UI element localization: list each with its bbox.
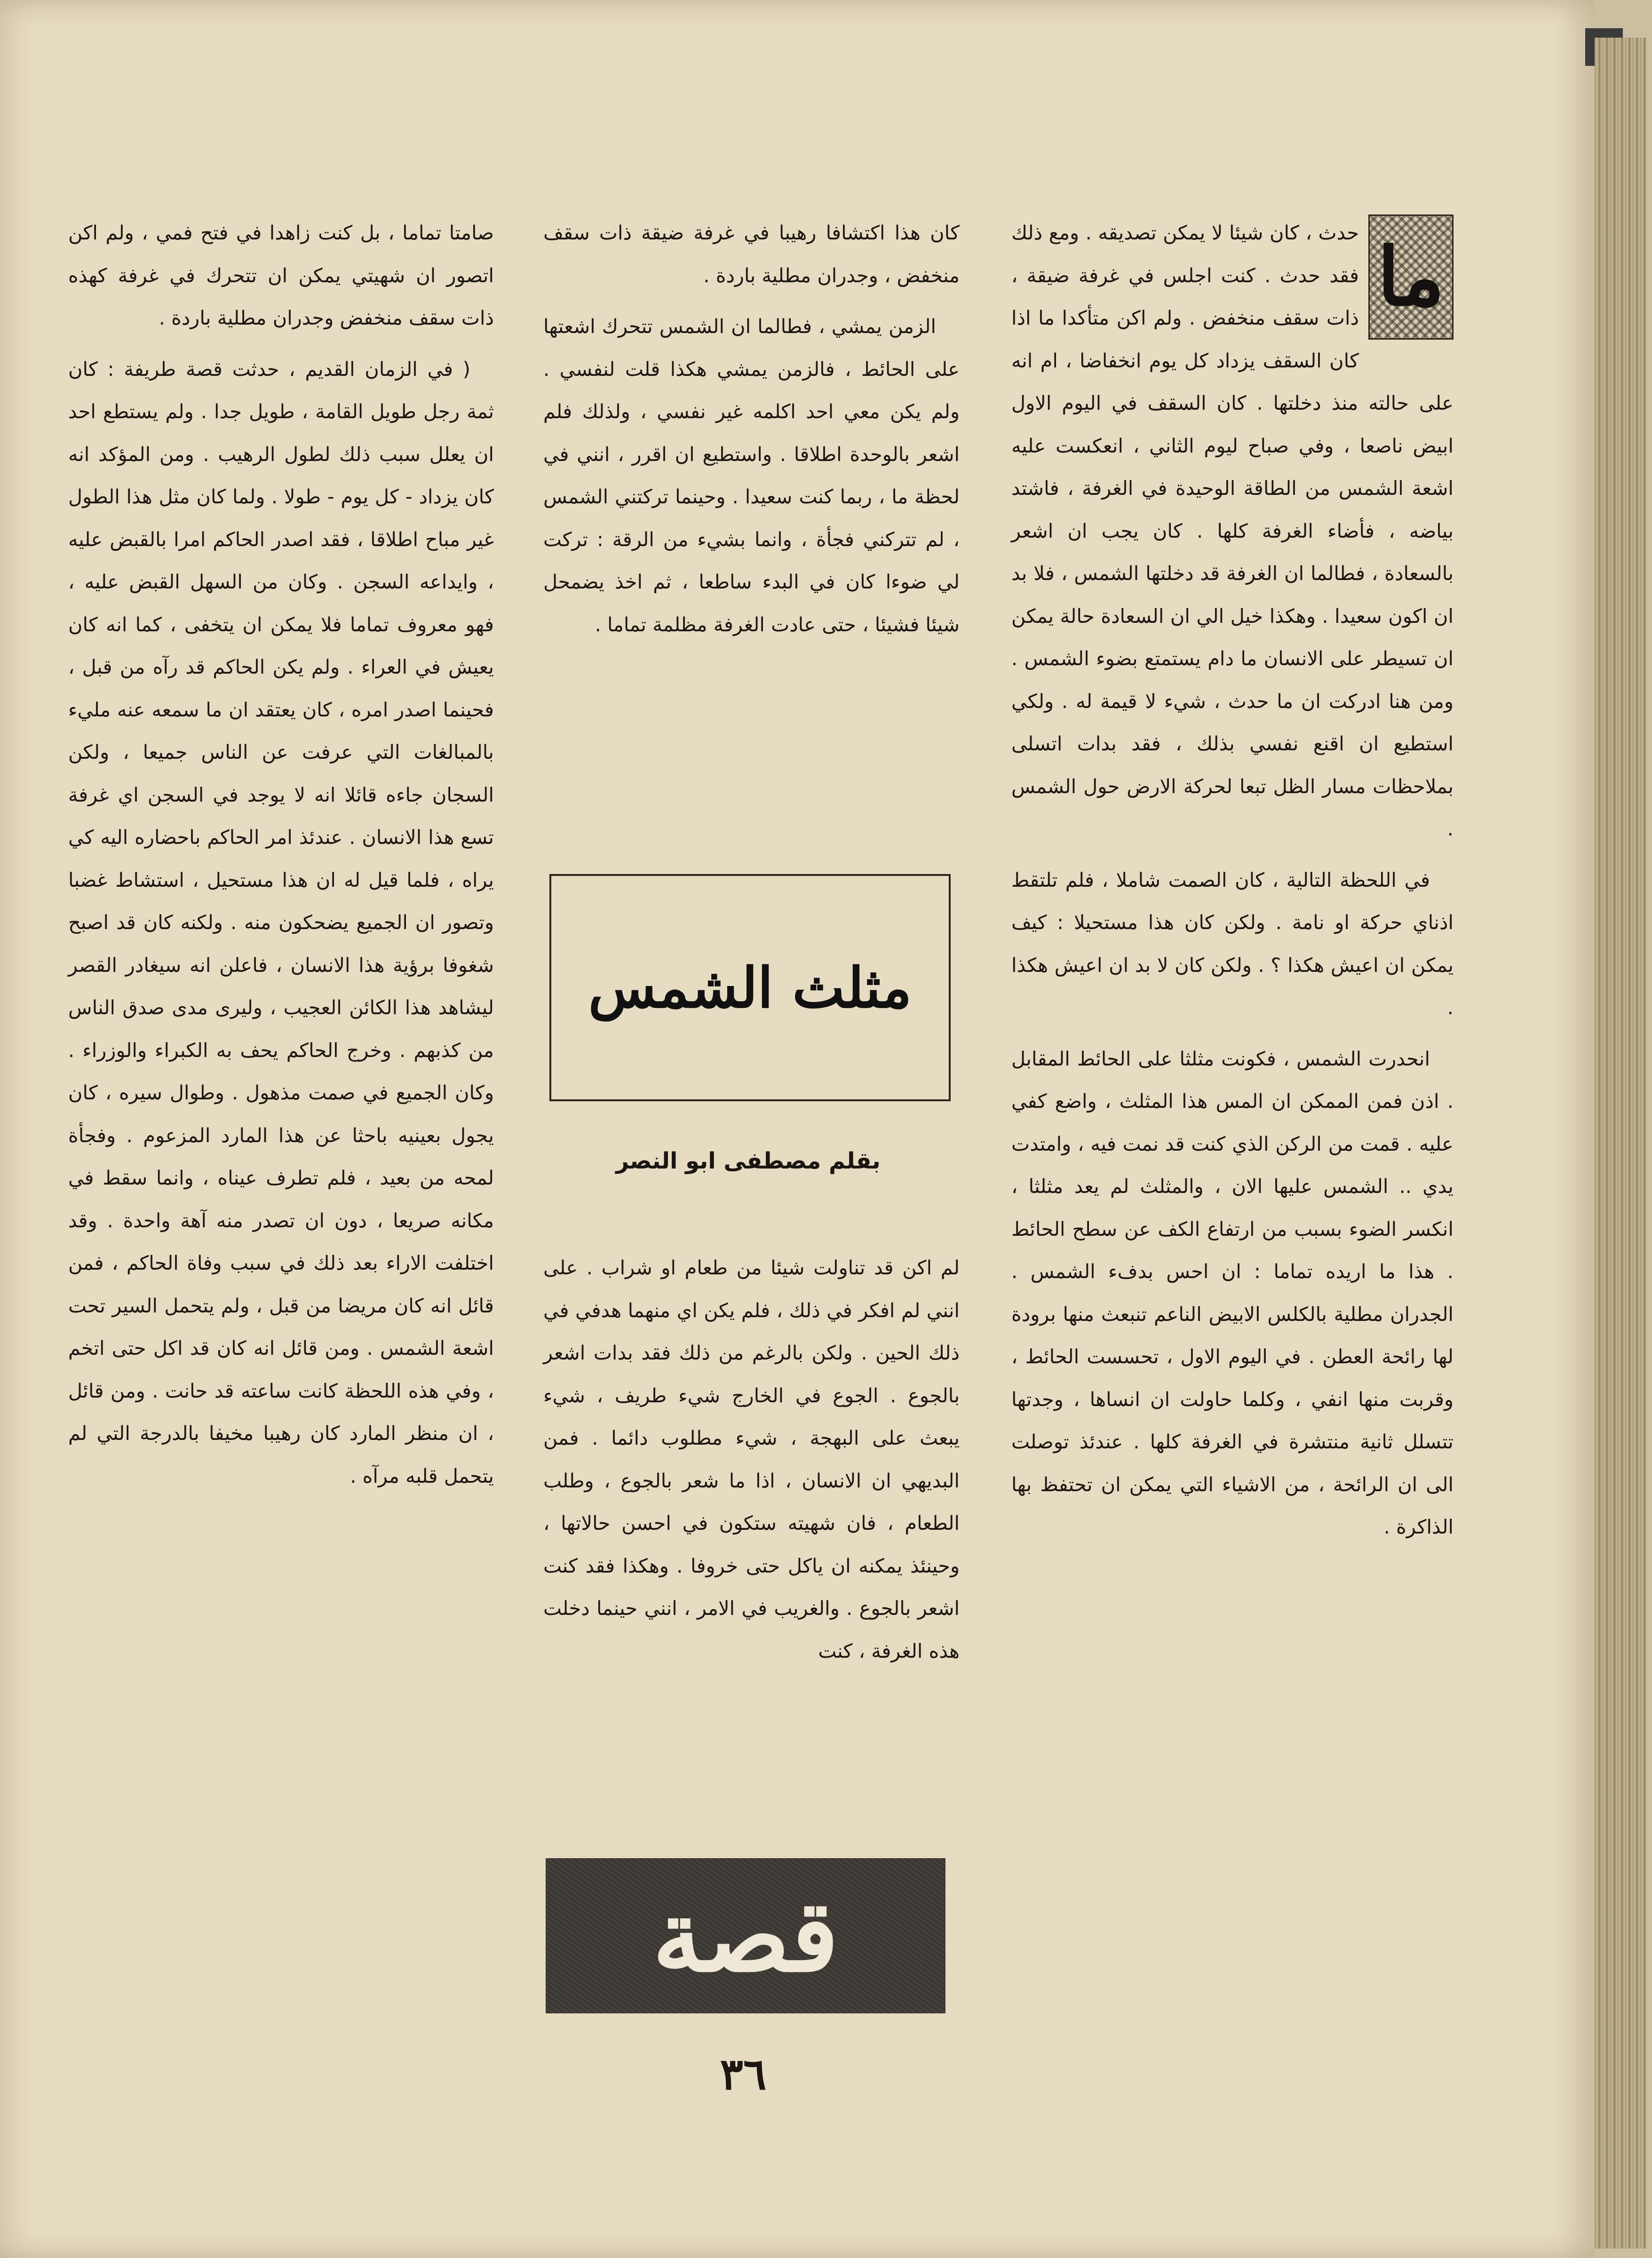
page-stack-edge (1595, 38, 1646, 2249)
paragraph: كان هذا اكتشافا رهيبا في غرفة ضيقة ذات سقف منخفض ، وجدران مطلية باردة . (543, 221, 960, 287)
article-column-left (68, 212, 494, 1506)
page-number: ٣٦ (720, 2049, 767, 2099)
article-title-box (549, 874, 951, 1101)
paragraph: الزمن يمشي ، فطالما ان الشمس تتحرك اشعتها على الحائط ، فالزمن يمشي هكذا قلت لنفسي . ولم يكن معي احد اكلمه غير نفسي ، ولذلك فلم اشعر بالوحدة اطلاقا . واستطيع ان اقرر ، انني في لحظة ما ، ربما كنت سعيدا . وحينما تركتني الشمس ، لم تتركني فجأة ، وانما بشيء من الرقة : تركت لي ضوءا كان في البدء ساطعا ، ثم اخذ يضمحل شيئا فشيئا ، حتى عادت الغرفة مظلمة تماما . (543, 315, 960, 636)
story-section-logo (546, 1858, 945, 2013)
paragraph: ( في الزمان القديم ، حدثت قصة طريفة : كان ثمة رجل طويل القامة ، طويل جدا . ولم يستطع احد ان يعلل سبب ذلك لطول الرهيب . ومن المؤكد انه كان يزداد - كل يوم - طولا . ولما كان مثل هذا الطول غير مباح اطلاقا ، فقد اصدر الحاكم امرا بالقبض عليه ، وايداعه السجن . وكان من السهل القبض عليه ، فهو معروف تماما فلا يمكن ان يتخفى ، كما انه كان يعيش في العراء . ولم يكن الحاكم قد رآه من قبل ، فحينما اصدر امره ، كان يعتقد ان ما سمعه عنه مليء بالمبالغات التي عرفت عن الناس جميعا ، ولكن السجان جاءه قائلا انه لا يوجد في السجن اي غرفة تسع هذا الانسان . عندئذ امر الحاكم باحضاره اليه كي يراه ، فلما قيل له ان هذا مستحيل ، استشاط غضبا وتصور ان الجميع يضحكون منه . ولكنه كان قد اصبح شغوفا برؤية هذا الانسان ، فاعلن انه سيغادر القصر ليشاهد هذا الكائن العجيب ، وليرى مدى صدق الناس من كذبهم . وخرج الحاكم يحف به الكبراء والوزراء . وكان الجميع في صمت مذهول . وطوال سيره ، كان يجول بعينيه باحثا عن هذا المارد المزعوم . وفجأة لمحه من بعيد ، فلم تطرف عيناه ، وانما سقط في مكانه صريعا ، دون ان تصدر منه آهة واحدة . وقد اختلفت الاراء بعد ذلك في سبب وفاة الحاكم ، فمن قائل انه كان مريضا من قبل ، ولم يتحمل السير تحت اشعة الشمس . ومن قائل انه كان قد اكل حتى اتخم ، وفي هذه اللحظة كانت ساعته قد حانت . ومن قائل ، ان منظر المارد كان رهيبا مخيفا بالدرجة التي لم يتحمل قلبه مرآه . (68, 357, 494, 1487)
paragraph: حدث ، كان شيئا لا يمكن تصديقه . ومع ذلك فقد حدث . كنت اجلس في غرفة ضيقة ، ذات سقف منخفض . ولم اكن متأكدا ما اذا كان السقف يزداد كل يوم انخفاضا ، ام انه على حالته منذ دخلتها . كان السقف في اليوم الاول ابيض ناصعا ، وفي صباح ليوم الثاني ، انعكست عليه اشعة الشمس من الطاقة الوحيدة في الغرفة ، فاشتد بياضه ، فأضاء الغرفة كلها . كان يجب ان اشعر بالسعادة ، فطالما ان الغرفة قد دخلتها الشمس ، فلا بد ان اكون سعيدا . وهكذا خيل الي ان السعادة حالة يمكن ان تسيطر على الانسان ما دام يستمتع بضوء الشمس . ومن هنا ادركت ان ما حدث ، شيء لا قيمة له . ولكي استطيع ان اقنع نفسي بذلك ، فقد بدات اتسلى بملاحظات مسار الظل تبعا لحركة الارض حول الشمس . (1011, 221, 1453, 840)
dropcap-ornament (1368, 215, 1453, 340)
author-byline: بقلم مصطفى ابو النصر (616, 1148, 881, 1174)
article-title: مثلث الشمس (588, 955, 912, 1020)
article-column-right (1011, 212, 1453, 1557)
paragraph: صامتا تماما ، بل كنت زاهدا في فتح فمي ، ولم اكن اتصور ان شهيتي يمكن ان تتحرك في غرفة كهذه ذات سقف منخفض وجدران مطلية باردة . (68, 221, 494, 329)
article-column-middle-bottom (543, 1247, 960, 1681)
paragraph: في اللحظة التالية ، كان الصمت شاملا ، فلم تلتقط اذناي حركة او نامة . ولكن كان هذا مستحيلا : كيف يمكن ان اعيش هكذا ؟ . ولكن كان لا بد ان اعيش هكذا . (1011, 868, 1453, 1019)
story-logo-text: قصة (652, 1877, 839, 1994)
dropcap-letter: ما (1377, 230, 1445, 324)
paragraph: لم اكن قد تناولت شيئا من طعام او شراب . على انني لم افكر في ذلك ، فلم يكن اي منهما هدفي في ذلك الحين . ولكن بالرغم من ذلك فقد بدات اشعر بالجوع . الجوع في الخارج شيء طريف ، شيء يبعث على البهجة ، شيء مطلوب دائما . فمن البديهي ان الانسان ، اذا ما شعر بالجوع ، وطلب الطعام ، فان شهيته ستكون في احسن حالاتها ، وحينئذ يمكنه ان ياكل حتى خروفا . وهكذا فقد كنت اشعر بالجوع . والغريب في الامر ، انني حينما دخلت هذه الغرفة ، كنت (543, 1256, 960, 1662)
article-column-middle-top (543, 212, 960, 654)
paragraph: انحدرت الشمس ، فكونت مثلثا على الحائط المقابل . اذن فمن الممكن ان المس هذا المثلث ، واضع كفي عليه . قمت من الركن الذي كنت قد نمت فيه ، وامتدت يدي .. الشمس عليها الان ، والمثلث لم يعد مثلثا ، انكسر الضوء بسبب من ارتفاع الكف عن سطح الحائط . هذا ما اريده تماما : ان احس بدفء الشمس . الجدران مطلية بالكلس الابيض الناعم تنبعث منها برودة لها رائحة العطن . في اليوم الاول ، تحسست الحائط ، وقربت منها انفي ، وكلما حاولت ان انساها ، وجدتها تتسلل ثانية منتشرة في الغرفة كلها . عندئذ توصلت الى ان الرائحة ، من الاشياء التي يمكن ان تحتفظ بها الذاكرة . (1011, 1047, 1453, 1538)
